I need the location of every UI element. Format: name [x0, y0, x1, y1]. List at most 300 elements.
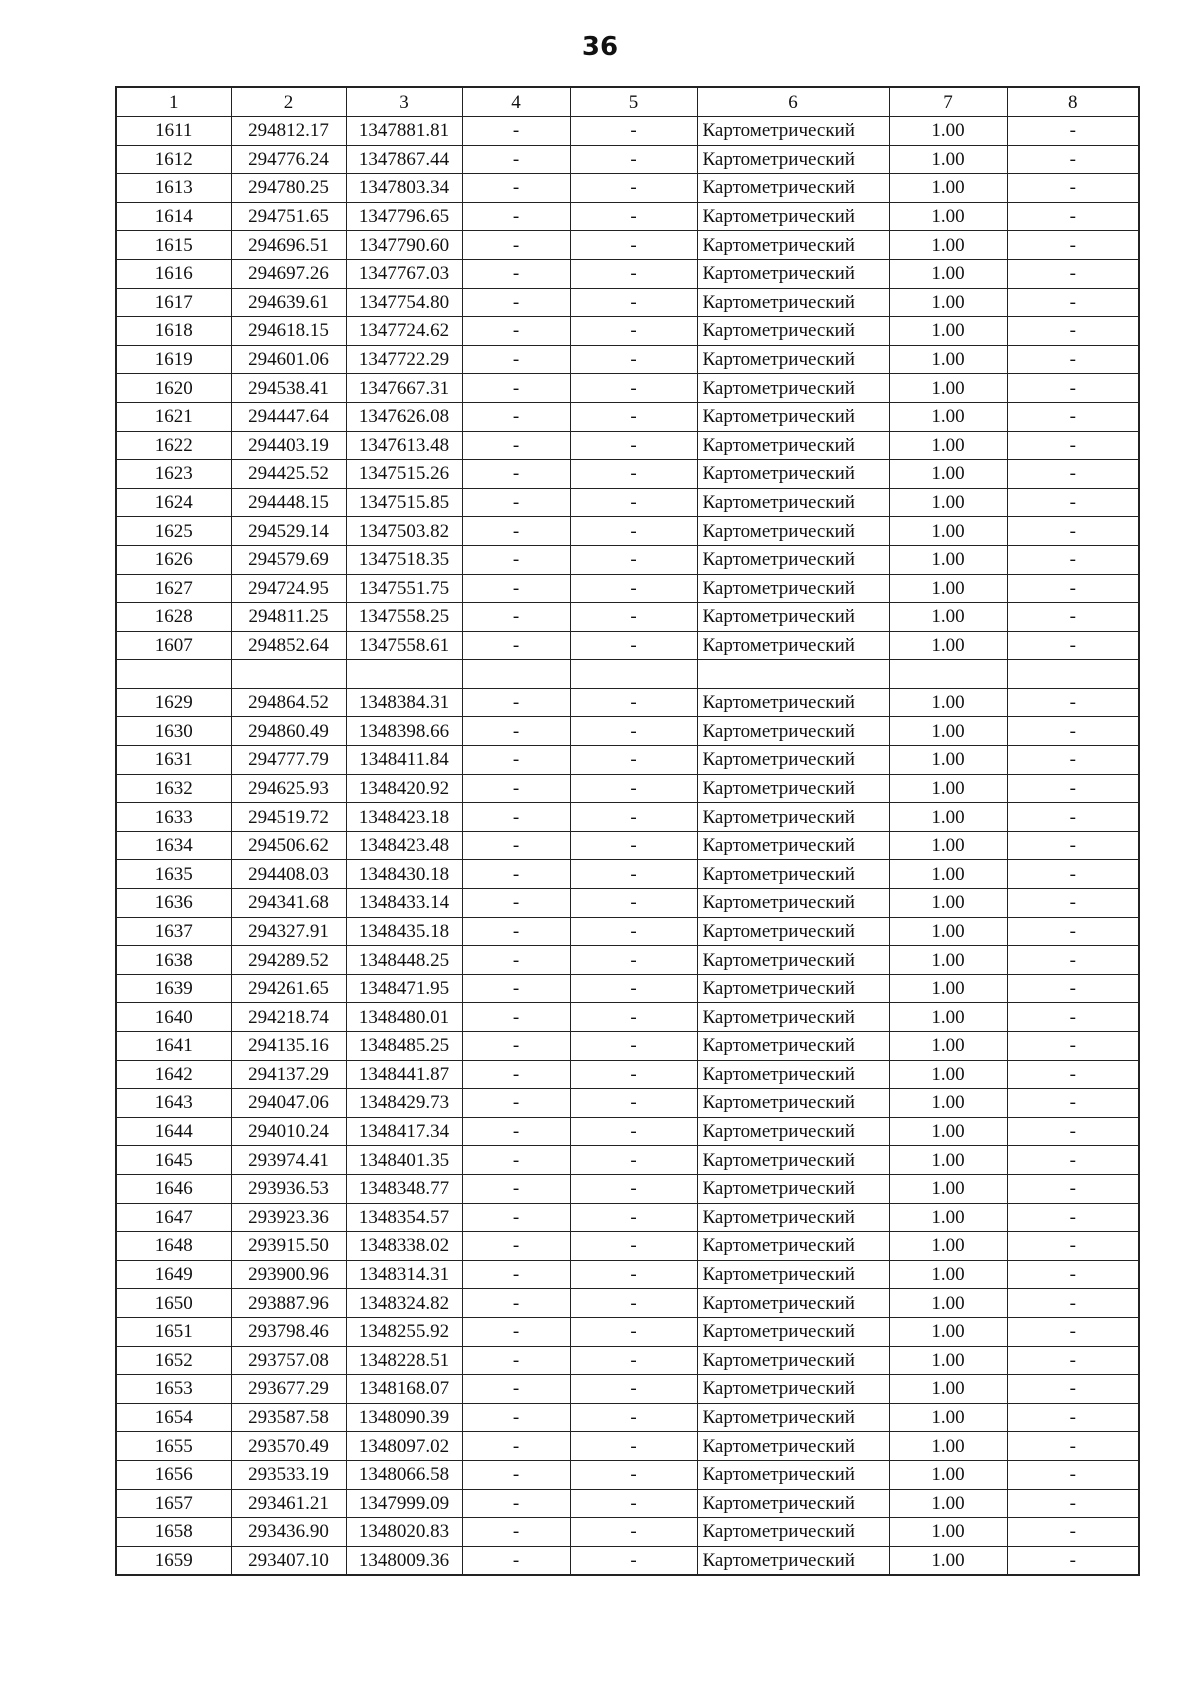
method-cell: Картометрический — [697, 1317, 889, 1346]
accuracy-cell: 1.00 — [889, 1260, 1007, 1289]
column-8-cell: - — [1007, 1346, 1139, 1375]
method-cell: Картометрический — [697, 402, 889, 431]
x-coordinate-cell: 294506.62 — [231, 831, 346, 860]
point-number-cell: 1641 — [116, 1032, 231, 1061]
column-4-cell: - — [462, 1317, 570, 1346]
column-8-cell — [1007, 660, 1139, 689]
column-5-cell: - — [570, 1518, 697, 1547]
table-row — [116, 517, 1139, 546]
point-number-cell: 1614 — [116, 202, 231, 231]
accuracy-cell: 1.00 — [889, 1432, 1007, 1461]
y-coordinate-cell: 1348471.95 — [346, 974, 462, 1003]
method-cell: Картометрический — [697, 259, 889, 288]
column-5-cell: - — [570, 1060, 697, 1089]
column-5-cell: - — [570, 803, 697, 832]
point-number-cell: 1651 — [116, 1317, 231, 1346]
x-coordinate-cell: 294047.06 — [231, 1089, 346, 1118]
x-coordinate-cell: 293587.58 — [231, 1403, 346, 1432]
column-5-cell: - — [570, 545, 697, 574]
y-coordinate-cell: 1348324.82 — [346, 1289, 462, 1318]
point-number-cell: 1640 — [116, 1003, 231, 1032]
column-8-cell: - — [1007, 1060, 1139, 1089]
point-number-cell: 1655 — [116, 1432, 231, 1461]
x-coordinate-cell: 294341.68 — [231, 889, 346, 918]
table-row — [116, 688, 1139, 717]
y-coordinate-cell: 1347667.31 — [346, 374, 462, 403]
page-number: 36 — [581, 32, 619, 62]
y-coordinate-cell: 1348480.01 — [346, 1003, 462, 1032]
column-8-cell: - — [1007, 1003, 1139, 1032]
x-coordinate-cell: 294137.29 — [231, 1060, 346, 1089]
y-coordinate-cell: 1348020.83 — [346, 1518, 462, 1547]
column-5-cell: - — [570, 145, 697, 174]
x-coordinate-cell: 293533.19 — [231, 1460, 346, 1489]
method-cell: Картометрический — [697, 1289, 889, 1318]
accuracy-cell: 1.00 — [889, 1375, 1007, 1404]
x-coordinate-cell: 294864.52 — [231, 688, 346, 717]
point-number-cell: 1618 — [116, 317, 231, 346]
column-8-cell: - — [1007, 145, 1139, 174]
point-number-cell: 1639 — [116, 974, 231, 1003]
point-number-cell: 1622 — [116, 431, 231, 460]
column-8-cell: - — [1007, 1260, 1139, 1289]
method-cell: Картометрический — [697, 1203, 889, 1232]
accuracy-cell: 1.00 — [889, 1032, 1007, 1061]
method-cell: Картометрический — [697, 1146, 889, 1175]
column-5-cell — [570, 660, 697, 689]
accuracy-cell: 1.00 — [889, 374, 1007, 403]
method-cell: Картометрический — [697, 1489, 889, 1518]
column-8-cell: - — [1007, 717, 1139, 746]
point-number-cell: 1621 — [116, 402, 231, 431]
point-number-cell: 1633 — [116, 803, 231, 832]
column-4-cell — [462, 660, 570, 689]
method-cell: Картометрический — [697, 1346, 889, 1375]
accuracy-cell: 1.00 — [889, 1003, 1007, 1032]
table-row — [116, 1317, 1139, 1346]
method-cell: Картометрический — [697, 1060, 889, 1089]
column-8-cell: - — [1007, 288, 1139, 317]
coordinates-table — [115, 86, 1140, 1576]
point-number-cell: 1656 — [116, 1460, 231, 1489]
y-coordinate-cell: 1348429.73 — [346, 1089, 462, 1118]
method-cell: Картометрический — [697, 545, 889, 574]
table-row — [116, 317, 1139, 346]
x-coordinate-cell: 293887.96 — [231, 1289, 346, 1318]
column-8-cell: - — [1007, 431, 1139, 460]
table-row — [116, 145, 1139, 174]
table-row — [116, 374, 1139, 403]
x-coordinate-cell: 293677.29 — [231, 1375, 346, 1404]
method-cell: Картометрический — [697, 1032, 889, 1061]
table-row — [116, 1546, 1139, 1575]
accuracy-cell: 1.00 — [889, 1546, 1007, 1575]
point-number-cell — [116, 660, 231, 689]
point-number-cell: 1645 — [116, 1146, 231, 1175]
column-5-cell: - — [570, 345, 697, 374]
y-coordinate-cell: 1347999.09 — [346, 1489, 462, 1518]
column-4-cell: - — [462, 974, 570, 1003]
column-4-cell: - — [462, 1089, 570, 1118]
table-body — [116, 117, 1139, 1576]
accuracy-cell: 1.00 — [889, 774, 1007, 803]
table-row — [116, 488, 1139, 517]
method-cell: Картометрический — [697, 488, 889, 517]
y-coordinate-cell: 1348348.77 — [346, 1174, 462, 1203]
column-8-cell: - — [1007, 974, 1139, 1003]
point-number-cell: 1630 — [116, 717, 231, 746]
y-coordinate-cell: 1347515.26 — [346, 460, 462, 489]
table-row — [116, 974, 1139, 1003]
column-5-cell: - — [570, 431, 697, 460]
x-coordinate-cell: 294811.25 — [231, 603, 346, 632]
y-coordinate-cell: 1348354.57 — [346, 1203, 462, 1232]
column-4-cell: - — [462, 1146, 570, 1175]
column-8-cell: - — [1007, 1489, 1139, 1518]
table-row — [116, 774, 1139, 803]
x-coordinate-cell: 293798.46 — [231, 1317, 346, 1346]
y-coordinate-cell: 1347551.75 — [346, 574, 462, 603]
column-8-cell: - — [1007, 631, 1139, 660]
method-cell: Картометрический — [697, 574, 889, 603]
column-4-cell: - — [462, 317, 570, 346]
column-8-cell: - — [1007, 1032, 1139, 1061]
column-8-cell: - — [1007, 1146, 1139, 1175]
table-row — [116, 402, 1139, 431]
method-cell: Картометрический — [697, 946, 889, 975]
x-coordinate-cell: 294639.61 — [231, 288, 346, 317]
method-cell: Картометрический — [697, 1518, 889, 1547]
x-coordinate-cell: 293570.49 — [231, 1432, 346, 1461]
table-row — [116, 545, 1139, 574]
column-5-cell: - — [570, 860, 697, 889]
column-5-cell: - — [570, 1089, 697, 1118]
point-number-cell: 1649 — [116, 1260, 231, 1289]
column-4-cell: - — [462, 1460, 570, 1489]
x-coordinate-cell: 294538.41 — [231, 374, 346, 403]
y-coordinate-cell: 1347722.29 — [346, 345, 462, 374]
column-5-cell: - — [570, 1375, 697, 1404]
table-row — [116, 746, 1139, 775]
accuracy-cell: 1.00 — [889, 860, 1007, 889]
column-5-cell: - — [570, 1489, 697, 1518]
y-coordinate-cell: 1348090.39 — [346, 1403, 462, 1432]
header-cell: 2 — [231, 87, 346, 117]
table-row — [116, 1089, 1139, 1118]
x-coordinate-cell: 293900.96 — [231, 1260, 346, 1289]
x-coordinate-cell: 294010.24 — [231, 1117, 346, 1146]
method-cell: Картометрический — [697, 1117, 889, 1146]
accuracy-cell: 1.00 — [889, 574, 1007, 603]
header-cell: 3 — [346, 87, 462, 117]
column-8-cell: - — [1007, 774, 1139, 803]
table-row — [116, 431, 1139, 460]
y-coordinate-cell: 1348401.35 — [346, 1146, 462, 1175]
column-8-cell: - — [1007, 231, 1139, 260]
x-coordinate-cell: 294403.19 — [231, 431, 346, 460]
column-5-cell: - — [570, 889, 697, 918]
y-coordinate-cell: 1348228.51 — [346, 1346, 462, 1375]
column-8-cell: - — [1007, 860, 1139, 889]
column-8-cell: - — [1007, 831, 1139, 860]
column-8-cell: - — [1007, 545, 1139, 574]
accuracy-cell: 1.00 — [889, 746, 1007, 775]
table-row — [116, 1117, 1139, 1146]
y-coordinate-cell: 1347626.08 — [346, 402, 462, 431]
column-8-cell: - — [1007, 946, 1139, 975]
table-row — [116, 1489, 1139, 1518]
table-row — [116, 1289, 1139, 1318]
point-number-cell: 1642 — [116, 1060, 231, 1089]
table-row — [116, 1203, 1139, 1232]
x-coordinate-cell: 294697.26 — [231, 259, 346, 288]
x-coordinate-cell: 293974.41 — [231, 1146, 346, 1175]
column-4-cell: - — [462, 1260, 570, 1289]
column-5-cell: - — [570, 574, 697, 603]
column-4-cell: - — [462, 288, 570, 317]
method-cell: Картометрический — [697, 288, 889, 317]
point-number-cell: 1607 — [116, 631, 231, 660]
x-coordinate-cell: 294448.15 — [231, 488, 346, 517]
column-4-cell: - — [462, 717, 570, 746]
column-4-cell: - — [462, 631, 570, 660]
column-8-cell: - — [1007, 259, 1139, 288]
table-row — [116, 231, 1139, 260]
accuracy-cell: 1.00 — [889, 117, 1007, 146]
column-8-cell: - — [1007, 917, 1139, 946]
column-5-cell: - — [570, 374, 697, 403]
x-coordinate-cell — [231, 660, 346, 689]
accuracy-cell: 1.00 — [889, 431, 1007, 460]
column-5-cell: - — [570, 1260, 697, 1289]
x-coordinate-cell: 293936.53 — [231, 1174, 346, 1203]
column-8-cell: - — [1007, 803, 1139, 832]
x-coordinate-cell: 293407.10 — [231, 1546, 346, 1575]
method-cell: Картометрический — [697, 1174, 889, 1203]
column-5-cell: - — [570, 831, 697, 860]
method-cell: Картометрический — [697, 1546, 889, 1575]
x-coordinate-cell: 294289.52 — [231, 946, 346, 975]
column-4-cell: - — [462, 1032, 570, 1061]
y-coordinate-cell: 1348423.18 — [346, 803, 462, 832]
point-number-cell: 1613 — [116, 174, 231, 203]
accuracy-cell: 1.00 — [889, 202, 1007, 231]
table-row — [116, 1174, 1139, 1203]
column-4-cell: - — [462, 574, 570, 603]
point-number-cell: 1632 — [116, 774, 231, 803]
column-4-cell: - — [462, 1060, 570, 1089]
column-5-cell: - — [570, 117, 697, 146]
method-cell: Картометрический — [697, 117, 889, 146]
point-number-cell: 1659 — [116, 1546, 231, 1575]
column-4-cell: - — [462, 1003, 570, 1032]
column-5-cell: - — [570, 1146, 697, 1175]
column-5-cell: - — [570, 1174, 697, 1203]
column-8-cell: - — [1007, 574, 1139, 603]
column-4-cell: - — [462, 174, 570, 203]
x-coordinate-cell: 294776.24 — [231, 145, 346, 174]
column-5-cell: - — [570, 1460, 697, 1489]
accuracy-cell: 1.00 — [889, 1174, 1007, 1203]
y-coordinate-cell: 1348441.87 — [346, 1060, 462, 1089]
table-row — [116, 1346, 1139, 1375]
column-4-cell: - — [462, 1203, 570, 1232]
method-cell: Картометрический — [697, 1375, 889, 1404]
accuracy-cell: 1.00 — [889, 1460, 1007, 1489]
accuracy-cell: 1.00 — [889, 603, 1007, 632]
y-coordinate-cell: 1348384.31 — [346, 688, 462, 717]
column-5-cell: - — [570, 1232, 697, 1261]
point-number-cell: 1638 — [116, 946, 231, 975]
y-coordinate-cell: 1348338.02 — [346, 1232, 462, 1261]
x-coordinate-cell: 293436.90 — [231, 1518, 346, 1547]
y-coordinate-cell: 1348485.25 — [346, 1032, 462, 1061]
accuracy-cell: 1.00 — [889, 946, 1007, 975]
column-5-cell: - — [570, 517, 697, 546]
column-5-cell: - — [570, 259, 697, 288]
table-row — [116, 717, 1139, 746]
method-cell: Картометрический — [697, 374, 889, 403]
accuracy-cell: 1.00 — [889, 1518, 1007, 1547]
y-coordinate-cell: 1348168.07 — [346, 1375, 462, 1404]
table-row — [116, 660, 1139, 689]
column-8-cell: - — [1007, 1375, 1139, 1404]
method-cell: Картометрический — [697, 317, 889, 346]
method-cell: Картометрический — [697, 145, 889, 174]
x-coordinate-cell: 293757.08 — [231, 1346, 346, 1375]
x-coordinate-cell: 294724.95 — [231, 574, 346, 603]
point-number-cell: 1652 — [116, 1346, 231, 1375]
method-cell: Картометрический — [697, 517, 889, 546]
accuracy-cell: 1.00 — [889, 402, 1007, 431]
accuracy-cell: 1.00 — [889, 1146, 1007, 1175]
column-4-cell: - — [462, 145, 570, 174]
column-5-cell: - — [570, 1546, 697, 1575]
x-coordinate-cell: 294860.49 — [231, 717, 346, 746]
header-cell: 8 — [1007, 87, 1139, 117]
point-number-cell: 1635 — [116, 860, 231, 889]
header-cell: 1 — [116, 87, 231, 117]
accuracy-cell: 1.00 — [889, 688, 1007, 717]
y-coordinate-cell: 1347754.80 — [346, 288, 462, 317]
point-number-cell: 1658 — [116, 1518, 231, 1547]
column-5-cell: - — [570, 946, 697, 975]
accuracy-cell: 1.00 — [889, 889, 1007, 918]
table-row — [116, 460, 1139, 489]
method-cell: Картометрический — [697, 174, 889, 203]
method-cell: Картометрический — [697, 345, 889, 374]
method-cell: Картометрический — [697, 1432, 889, 1461]
column-5-cell: - — [570, 402, 697, 431]
point-number-cell: 1631 — [116, 746, 231, 775]
y-coordinate-cell: 1348314.31 — [346, 1260, 462, 1289]
column-8-cell: - — [1007, 1317, 1139, 1346]
method-cell: Картометрический — [697, 431, 889, 460]
point-number-cell: 1627 — [116, 574, 231, 603]
table-row — [116, 1003, 1139, 1032]
point-number-cell: 1612 — [116, 145, 231, 174]
table-row — [116, 117, 1139, 146]
column-4-cell: - — [462, 1117, 570, 1146]
accuracy-cell: 1.00 — [889, 1289, 1007, 1318]
column-4-cell: - — [462, 1546, 570, 1575]
header-cell: 7 — [889, 87, 1007, 117]
column-4-cell: - — [462, 1174, 570, 1203]
column-4-cell: - — [462, 1432, 570, 1461]
y-coordinate-cell: 1347767.03 — [346, 259, 462, 288]
x-coordinate-cell: 294696.51 — [231, 231, 346, 260]
accuracy-cell — [889, 660, 1007, 689]
method-cell: Картометрический — [697, 746, 889, 775]
point-number-cell: 1644 — [116, 1117, 231, 1146]
column-4-cell: - — [462, 374, 570, 403]
x-coordinate-cell: 294579.69 — [231, 545, 346, 574]
column-5-cell: - — [570, 202, 697, 231]
point-number-cell: 1650 — [116, 1289, 231, 1318]
method-cell: Картометрический — [697, 631, 889, 660]
method-cell: Картометрический — [697, 974, 889, 1003]
column-4-cell: - — [462, 917, 570, 946]
y-coordinate-cell: 1347867.44 — [346, 145, 462, 174]
table-row — [116, 917, 1139, 946]
column-8-cell: - — [1007, 374, 1139, 403]
table-row — [116, 889, 1139, 918]
column-8-cell: - — [1007, 174, 1139, 203]
table-row — [116, 946, 1139, 975]
column-8-cell: - — [1007, 402, 1139, 431]
y-coordinate-cell: 1347518.35 — [346, 545, 462, 574]
y-coordinate-cell: 1347503.82 — [346, 517, 462, 546]
column-5-cell: - — [570, 174, 697, 203]
y-coordinate-cell: 1348398.66 — [346, 717, 462, 746]
column-4-cell: - — [462, 889, 570, 918]
x-coordinate-cell: 293915.50 — [231, 1232, 346, 1261]
method-cell: Картометрический — [697, 1403, 889, 1432]
y-coordinate-cell: 1348448.25 — [346, 946, 462, 975]
y-coordinate-cell: 1347613.48 — [346, 431, 462, 460]
column-5-cell: - — [570, 746, 697, 775]
column-8-cell: - — [1007, 117, 1139, 146]
point-number-cell: 1648 — [116, 1232, 231, 1261]
y-coordinate-cell: 1348009.36 — [346, 1546, 462, 1575]
method-cell: Картометрический — [697, 202, 889, 231]
method-cell: Картометрический — [697, 860, 889, 889]
y-coordinate-cell: 1348433.14 — [346, 889, 462, 918]
y-coordinate-cell: 1348420.92 — [346, 774, 462, 803]
accuracy-cell: 1.00 — [889, 460, 1007, 489]
y-coordinate-cell: 1348097.02 — [346, 1432, 462, 1461]
column-8-cell: - — [1007, 1546, 1139, 1575]
table-row — [116, 202, 1139, 231]
column-5-cell: - — [570, 1317, 697, 1346]
method-cell: Картометрический — [697, 803, 889, 832]
column-4-cell: - — [462, 202, 570, 231]
column-4-cell: - — [462, 688, 570, 717]
column-4-cell: - — [462, 1518, 570, 1547]
y-coordinate-cell: 1347803.34 — [346, 174, 462, 203]
y-coordinate-cell: 1347790.60 — [346, 231, 462, 260]
header-cell: 6 — [697, 87, 889, 117]
x-coordinate-cell: 294261.65 — [231, 974, 346, 1003]
table-row — [116, 1060, 1139, 1089]
column-5-cell: - — [570, 1117, 697, 1146]
column-8-cell: - — [1007, 746, 1139, 775]
accuracy-cell: 1.00 — [889, 717, 1007, 746]
column-8-cell: - — [1007, 1460, 1139, 1489]
point-number-cell: 1647 — [116, 1203, 231, 1232]
table-row — [116, 288, 1139, 317]
method-cell — [697, 660, 889, 689]
